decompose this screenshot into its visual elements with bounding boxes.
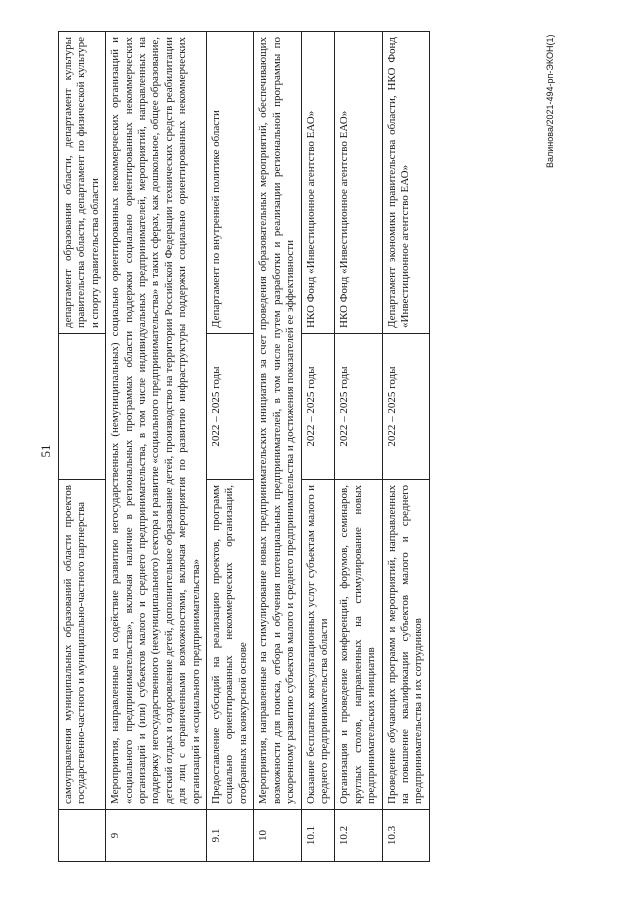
measure-description: Мероприятия, направленные на содействие развитию негосударственных (немуниципальных) социально ориентированных некоммерческих организаций и «социального предпринимательства», включая наличие в региональных программах области поддержки социально ориентированных некоммерческих организаций и (или) субъектов малого и среднего предпринимательства, в том числе индивидуальных предпринимателей, мероприятий, направленных на поддержку негосударственного (немуниципального) сектора и развитие «социального предпринимательства» в таких сферах, как дошкольное, общее образование, детский отдых и оздоровление детей, дополнительное образование детей, производство на территории Российской Федерации технических средств реабилитации для лиц с ограниченными возможностями, включая мероприятия по развитию инфраструктуры поддержки социально ориентированных некоммерческих организаций и «социального предпринимательства» xyxy=(106,32,207,810)
page-number: 51 xyxy=(38,444,53,458)
measure-description: Организация и проведение конференций, форумов, семинаров, круглых столов, направленных на стимулирование новых предпринимательских инициатив xyxy=(335,480,382,810)
row-number xyxy=(59,810,106,862)
row-number: 10 xyxy=(254,810,301,862)
measures-table xyxy=(58,31,430,862)
table-row xyxy=(382,32,429,862)
row-number: 10.1 xyxy=(301,810,335,862)
table-row xyxy=(301,32,335,862)
table-body xyxy=(59,32,430,862)
table-row xyxy=(207,32,254,862)
measure-description: Мероприятия, направленные на стимулирование новых предпринимательских инициатив за счет проведения образовательных мероприятий, обеспечивающих возможности для поиска, отбора и обучения потенциальных предпринимателей, в том числе путем разработки и реализации региональной программы по ускоренному развитию субъектов малого и среднего предпринимательства и достижения показателей ее эффективности xyxy=(254,32,301,810)
row-number: 9.1 xyxy=(207,810,254,862)
measure-description: Оказание бесплатных консультационных услуг субъектам малого и среднего предпринимательства области xyxy=(301,480,335,810)
row-number: 10.3 xyxy=(382,810,429,862)
implementation-period xyxy=(59,334,106,480)
implementation-period: 2022 – 2025 годы xyxy=(382,334,429,480)
table-row xyxy=(106,32,207,862)
document-code: Валинова/2021-494-рп-ЭКОН(1) xyxy=(545,34,555,168)
row-number: 9 xyxy=(106,810,207,862)
measure-description: Предоставление субсидий на реализацию проектов, программ социально ориентированных некоммерческих организаций, отобранных на конкурсной основе xyxy=(207,480,254,810)
responsible-executor: Департамент по внутренней политике области xyxy=(207,32,254,334)
table-row xyxy=(335,32,382,862)
responsible-executor: НКО Фонд «Инвестиционное агентство ЕАО» xyxy=(301,32,335,334)
table-row xyxy=(254,32,301,862)
responsible-executor: департамент образования области, департамент культуры правительства области, департамент по физической культуре и спорту правительства области xyxy=(59,32,106,334)
responsible-executor: Департамент экономики правительства области, НКО Фонд «Инвестиционное агентство ЕАО» xyxy=(382,32,429,334)
responsible-executor: НКО Фонд «Инвестиционное агентство ЕАО» xyxy=(335,32,382,334)
measure-description: самоуправления муниципальных образований области проектов государственно-частного и муниципально-частного партнерства xyxy=(59,480,106,810)
implementation-period: 2022 – 2025 годы xyxy=(207,334,254,480)
measure-description: Проведение обучающих программ и мероприятий, направленных на повышение квалификации субъектов малого и среднего предпринимательства и их сотрудников xyxy=(382,480,429,810)
rotated-table-container xyxy=(58,32,538,862)
row-number: 10.2 xyxy=(335,810,382,862)
implementation-period: 2022 – 2025 годы xyxy=(335,334,382,480)
implementation-period: 2022 – 2025 годы xyxy=(301,334,335,480)
table-row xyxy=(59,32,106,862)
